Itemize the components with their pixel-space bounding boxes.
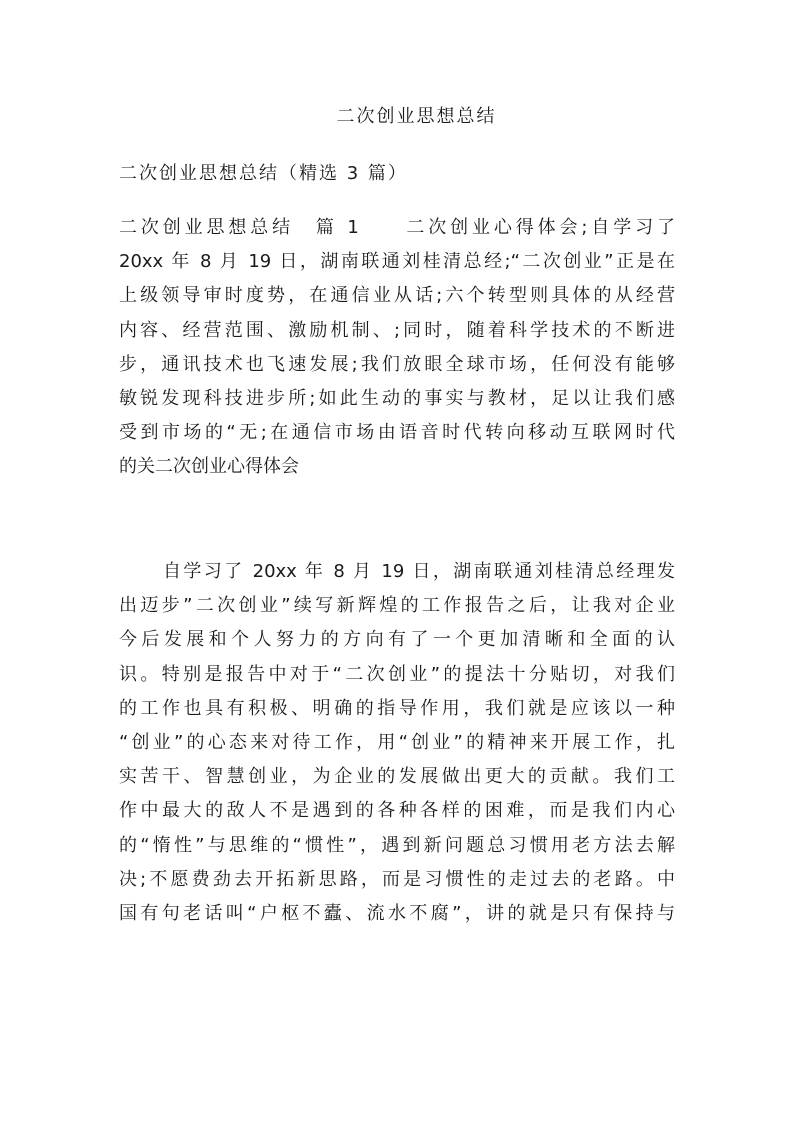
document-subtitle: 二次创业思想总结（精选 3 篇）	[119, 163, 408, 184]
paragraph-line: 的关二次创业心得体会	[119, 456, 299, 478]
paragraph-line: 20xx 年 8 月 19 日，湖南联通刘桂清总经;“二次创业”正是在	[119, 251, 675, 273]
paragraph-line: 决;不愿费劲去开拓新思路，而是习惯性的走过去的老路。中	[119, 868, 675, 890]
document-title: 二次创业思想总结	[336, 106, 497, 127]
paragraph-line: 敏锐发现科技进步所;如此生动的事实与教材，足以让我们感	[119, 387, 675, 409]
paragraph-line: 出迈步”二次创业”续写新辉煌的工作报告之后，让我对企业	[119, 595, 675, 617]
paragraph-line: 内容、经营范围、激励机制、;同时，随着科学技术的不断进	[119, 319, 675, 341]
paragraph-line: 作中最大的敌人不是遇到的各种各样的困难，而是我们内心	[119, 800, 675, 822]
paragraph-line: 国有句老话叫“户枢不蠹、流水不腐”，讲的就是只有保持与	[119, 902, 675, 924]
paragraph-line: 自学习了 20xx 年 8 月 19 日，湖南联通刘桂清总经理发	[163, 561, 675, 582]
paragraph-line: 二次创业思想总结 篇 1 二次创业心得体会;自学习了	[119, 217, 675, 238]
paragraph-line: 的“惰性”与思维的“惯性”，遇到新问题总习惯用老方法去解	[119, 834, 675, 856]
paragraph-2	[119, 555, 675, 931]
paragraph-line: 今后发展和个人努力的方向有了一个更加清晰和全面的认	[119, 629, 675, 651]
paragraph-line: 步，通讯技术也飞速发展;我们放眼全球市场，任何没有能够	[119, 353, 675, 375]
paragraph-line: 的工作也具有积极、明确的指导作用，我们就是应该以一种	[119, 697, 675, 719]
paragraph-line: 识。特别是报告中对于“二次创业”的提法十分贴切，对我们	[119, 663, 675, 685]
paragraph-line: 实苦干、智慧创业，为企业的发展做出更大的贡献。我们工	[119, 766, 675, 788]
paragraph-line: 上级领导审时度势，在通信业从话;六个转型则具体的从经营	[119, 285, 675, 307]
paragraph-1	[119, 211, 675, 485]
paragraph-line: 受到市场的“无;在通信市场由语音时代转向移动互联网时代	[119, 422, 675, 444]
paragraph-line: “创业”的心态来对待工作，用“创业”的精神来开展工作，扎	[119, 731, 675, 753]
